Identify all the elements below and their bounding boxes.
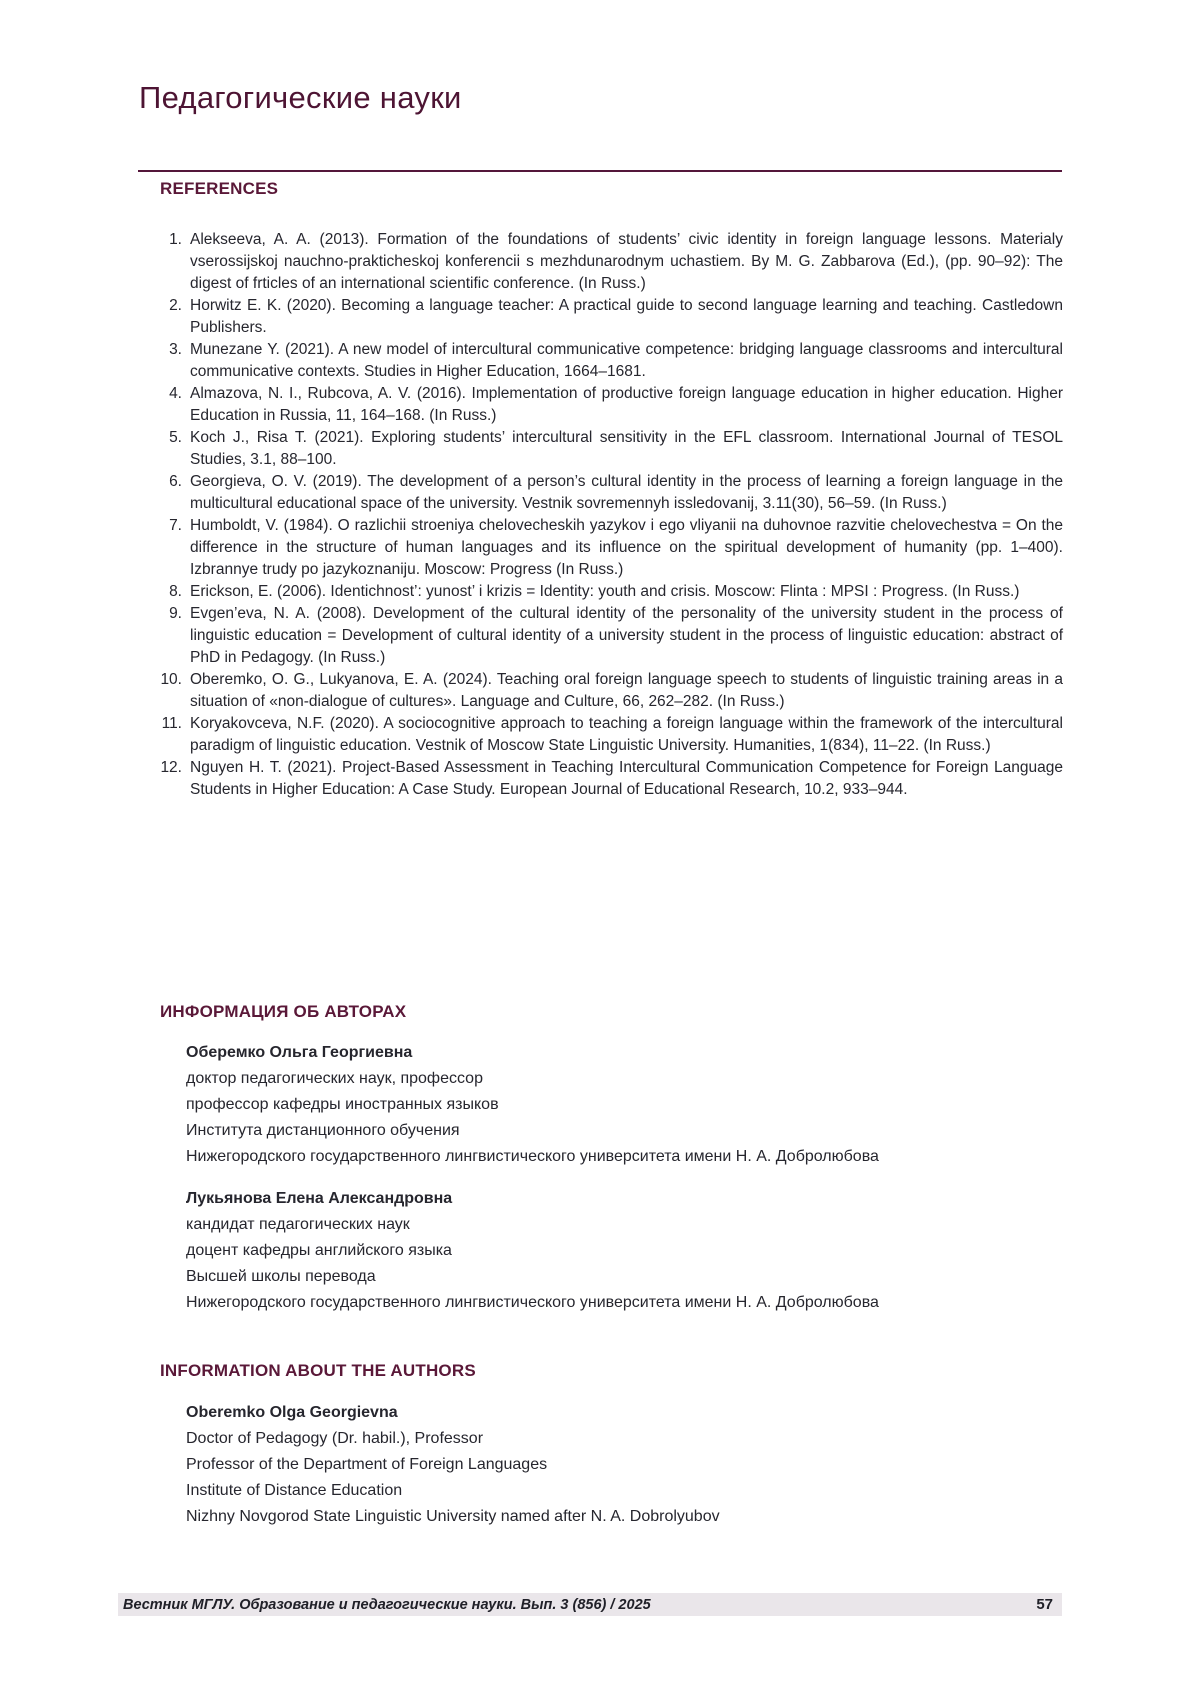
reference-number: 11. [161,715,182,732]
reference-item [152,581,1063,603]
author-position: профессор кафедры иностранных языков [186,1096,499,1113]
references-list [152,229,1063,801]
author-position: Professor of the Department of Foreign Languages [186,1456,548,1473]
authors-ru-heading: ИНФОРМАЦИЯ ОБ АВТОРАХ [160,1002,407,1021]
author-university: Nizhny Novgorod State Linguistic University named after N. A. Dobrolyubov [186,1508,720,1525]
author-name: Оберемко Ольга Георгиевна [186,1044,413,1061]
journal-title: Вестник МГЛУ. Образование и педагогические науки. Вып. 3 (856) / 2025 [123,1596,651,1613]
page-title: Педагогические науки [139,80,462,115]
reference-number: 2. [169,297,182,314]
reference-item [152,471,1063,515]
author-institute: Institute of Distance Education [186,1482,403,1499]
authors-en-heading: INFORMATION ABOUT THE AUTHORS [160,1361,476,1380]
reference-text: Munezane Y. (2021). A new model of intercultural communicative competence: bridging language classrooms and intercultural communicative contexts. Studies in Higher Education, 1664–1681. [190,341,1063,380]
author-institute: Высшей школы перевода [186,1268,376,1285]
reference-number: 5. [169,429,182,446]
reference-text: Erickson, E. (2006). Identichnost’: yunost’ i krizis = Identity: youth and crisis. Moscow: Flinta : MPSI : Progress. (In Russ.) [190,583,1020,600]
author-degree: доктор педагогических наук, профессор [186,1070,483,1087]
author-degree: кандидат педагогических наук [186,1216,410,1233]
reference-text: Alekseeva, A. A. (2013). Formation of the foundations of students’ civic identity in foreign language lessons. Materialy vserossijskoj nauchno-prakticheskoj konferencii s mezhdunarodnym uchastiem. By M. G. Zabbarova (Ed.), (pp. 90–92): The digest of frticles of an international scientific conference. (In Russ.) [190,231,1063,292]
author-name: Oberemko Olga Georgievna [186,1404,398,1421]
author-position: доцент кафедры английского языка [186,1242,452,1259]
reference-number: 10. [160,671,182,688]
author-info-ru-2 [186,1186,1063,1316]
author-info-en-1 [186,1400,1063,1530]
reference-item [152,383,1063,427]
reference-number: 7. [169,517,182,534]
reference-item [152,713,1063,757]
reference-item [152,427,1063,471]
reference-text: Almazova, N. I., Rubcova, A. V. (2016). Implementation of productive foreign language education in higher education. Higher Education in Russia, 11, 164–168. (In Russ.) [190,385,1063,424]
reference-text: Evgen’eva, N. A. (2008). Development of the cultural identity of the personality of the university student in the process of linguistic education = Development of cultural identity of a university student in the process of linguistic education: abstract of PhD in Pedagogy. (In Russ.) [190,605,1063,666]
reference-number: 4. [169,385,182,402]
reference-number: 9. [169,605,182,622]
author-degree: Doctor of Pedagogy (Dr. habil.), Professor [186,1430,484,1447]
reference-item [152,603,1063,669]
section-divider [138,170,1062,172]
author-institute: Института дистанционного обучения [186,1122,460,1139]
reference-item [152,669,1063,713]
reference-text: Humboldt, V. (1984). O razlichii stroeniya chelovecheskih yazykov i ego vliyanii na duhovnoe razvitie chelovechestva = On the difference in the structure of human languages and its influence on the spiritual development of humanity (pp. 1–400). Izbrannye trudy po jazykoznaniju. Moscow: Progress (In Russ.) [190,517,1063,578]
reference-item [152,757,1063,801]
reference-text: Nguyen H. T. (2021). Project-Based Assessment in Teaching Intercultural Communication Competence for Foreign Language Students in Higher Education: A Case Study. European Journal of Educational Research, 10.2, 933–944. [190,759,1063,798]
author-university: Нижегородского государственного лингвистического университета имени Н. А. Добролюбова [186,1294,879,1311]
reference-number: 1. [169,231,182,248]
reference-number: 12. [160,759,182,776]
reference-item [152,295,1063,339]
reference-text: Koch J., Risa T. (2021). Exploring students’ intercultural sensitivity in the EFL classroom. International Journal of TESOL Studies, 3.1, 88–100. [190,429,1063,468]
reference-text: Koryakovceva, N.F. (2020). A sociocognitive approach to teaching a foreign language within the framework of the intercultural paradigm of linguistic education. Vestnik of Moscow State Linguistic University. Humanities, 1(834), 11–22. (In Russ.) [190,715,1063,754]
page-number: 57 [1036,1596,1053,1613]
author-name: Лукьянова Елена Александровна [186,1190,453,1207]
author-university: Нижегородского государственного лингвистического университета имени Н. А. Добролюбова [186,1148,879,1165]
reference-item [152,515,1063,581]
reference-item [152,229,1063,295]
author-info-ru-1 [186,1040,1063,1170]
reference-text: Oberemko, O. G., Lukyanova, E. A. (2024). Teaching oral foreign language speech to students of linguistic training areas in a situation of «non-dialogue of cultures». Language and Culture, 66, 262–282. (In Russ.) [190,671,1063,710]
reference-item [152,339,1063,383]
reference-text: Horwitz E. K. (2020). Becoming a language teacher: A practical guide to second language learning and teaching. Castledown Publishers. [190,297,1063,336]
reference-number: 8. [169,583,182,600]
page-footer [118,1593,1062,1616]
reference-number: 6. [169,473,182,490]
reference-number: 3. [169,341,182,358]
references-heading: REFERENCES [160,179,279,198]
reference-text: Georgieva, O. V. (2019). The development of a person’s cultural identity in the process of learning a foreign language in the multicultural educational space of the university. Vestnik sovremennyh issledovanij, 3.11(30), 56–59. (In Russ.) [190,473,1063,512]
